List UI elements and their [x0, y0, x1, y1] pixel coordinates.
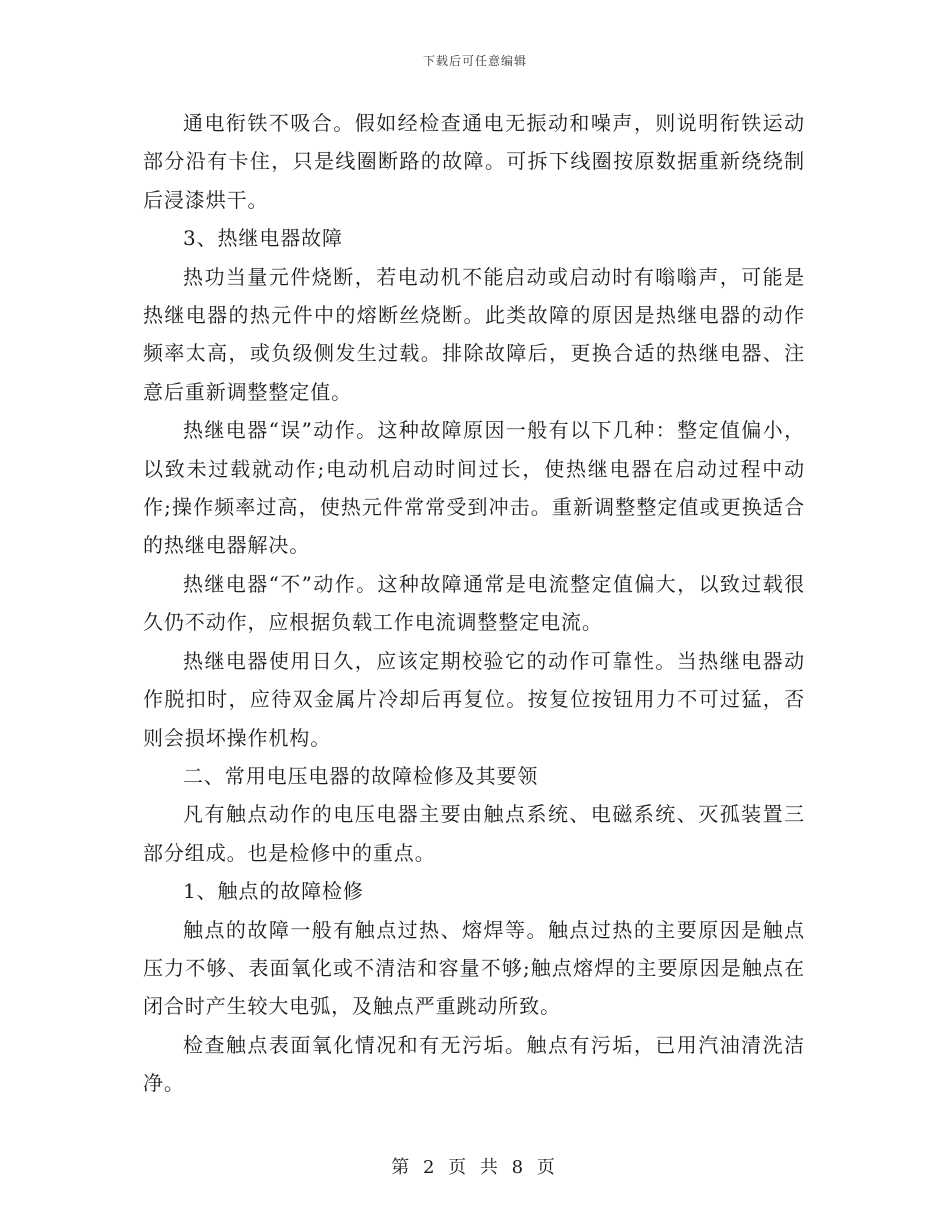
page-header: 下载后可任意编辑	[422, 54, 527, 68]
section-heading: 二、常用电压电器的故障检修及其要领	[183, 763, 539, 788]
paragraph: 热继电器“不”动作。这种故障通常是电流整定值偏大，以致过载很久仍不动作，应根据负载工作电流调整整定电流。	[143, 571, 805, 635]
page-body	[143, 104, 805, 1103]
paragraph: 热继电器使用日久，应该定期校验它的动作可靠性。当热继电器动作脱扣时，应待双金属片冷却后再复位。按复位按钮用力不可过猛，否则会损坏操作机构。	[143, 648, 805, 750]
section-heading: 1、触点的故障检修	[183, 879, 364, 904]
section-heading: 3、热继电器故障	[183, 226, 343, 251]
paragraph: 检查触点表面氧化情况和有无污垢。触点有污垢，已用汽油清洗洁净。	[143, 1032, 805, 1096]
paragraph: 触点的故障一般有触点过热、熔焊等。触点过热的主要原因是触点压力不够、表面氧化或不清洁和容量不够;触点熔焊的主要原因是触点在闭合时产生较大电弧，及触点严重跳动所致。	[143, 917, 805, 1019]
page-number: 第 2 页 共 8 页	[391, 1157, 559, 1178]
paragraph: 热继电器“误”动作。这种故障原因一般有以下几种：整定值偏小，以致未过载就动作;电动机启动时间过长，使热继电器在启动过程中动作;操作频率过高，使热元件常常受到冲击。重新调整整定值或更换适合的热继电器解决。	[143, 418, 805, 558]
paragraph: 热功当量元件烧断，若电动机不能启动或启动时有嗡嗡声，可能是热继电器的热元件中的熔断丝烧断。此类故障的原因是热继电器的动作频率太高，或负级侧发生过载。排除故障后，更换合适的热继电器、注意后重新调整整定值。	[143, 264, 805, 404]
paragraph: 凡有触点动作的电压电器主要由触点系统、电磁系统、灭孤装置三部分组成。也是检修中的重点。	[143, 802, 805, 865]
paragraph: 通电衔铁不吸合。假如经检查通电无振动和噪声，则说明衔铁运动部分沿有卡住，只是线圈断路的故障。可拆下线圈按原数据重新绕绕制后浸漆烘干。	[143, 111, 805, 212]
